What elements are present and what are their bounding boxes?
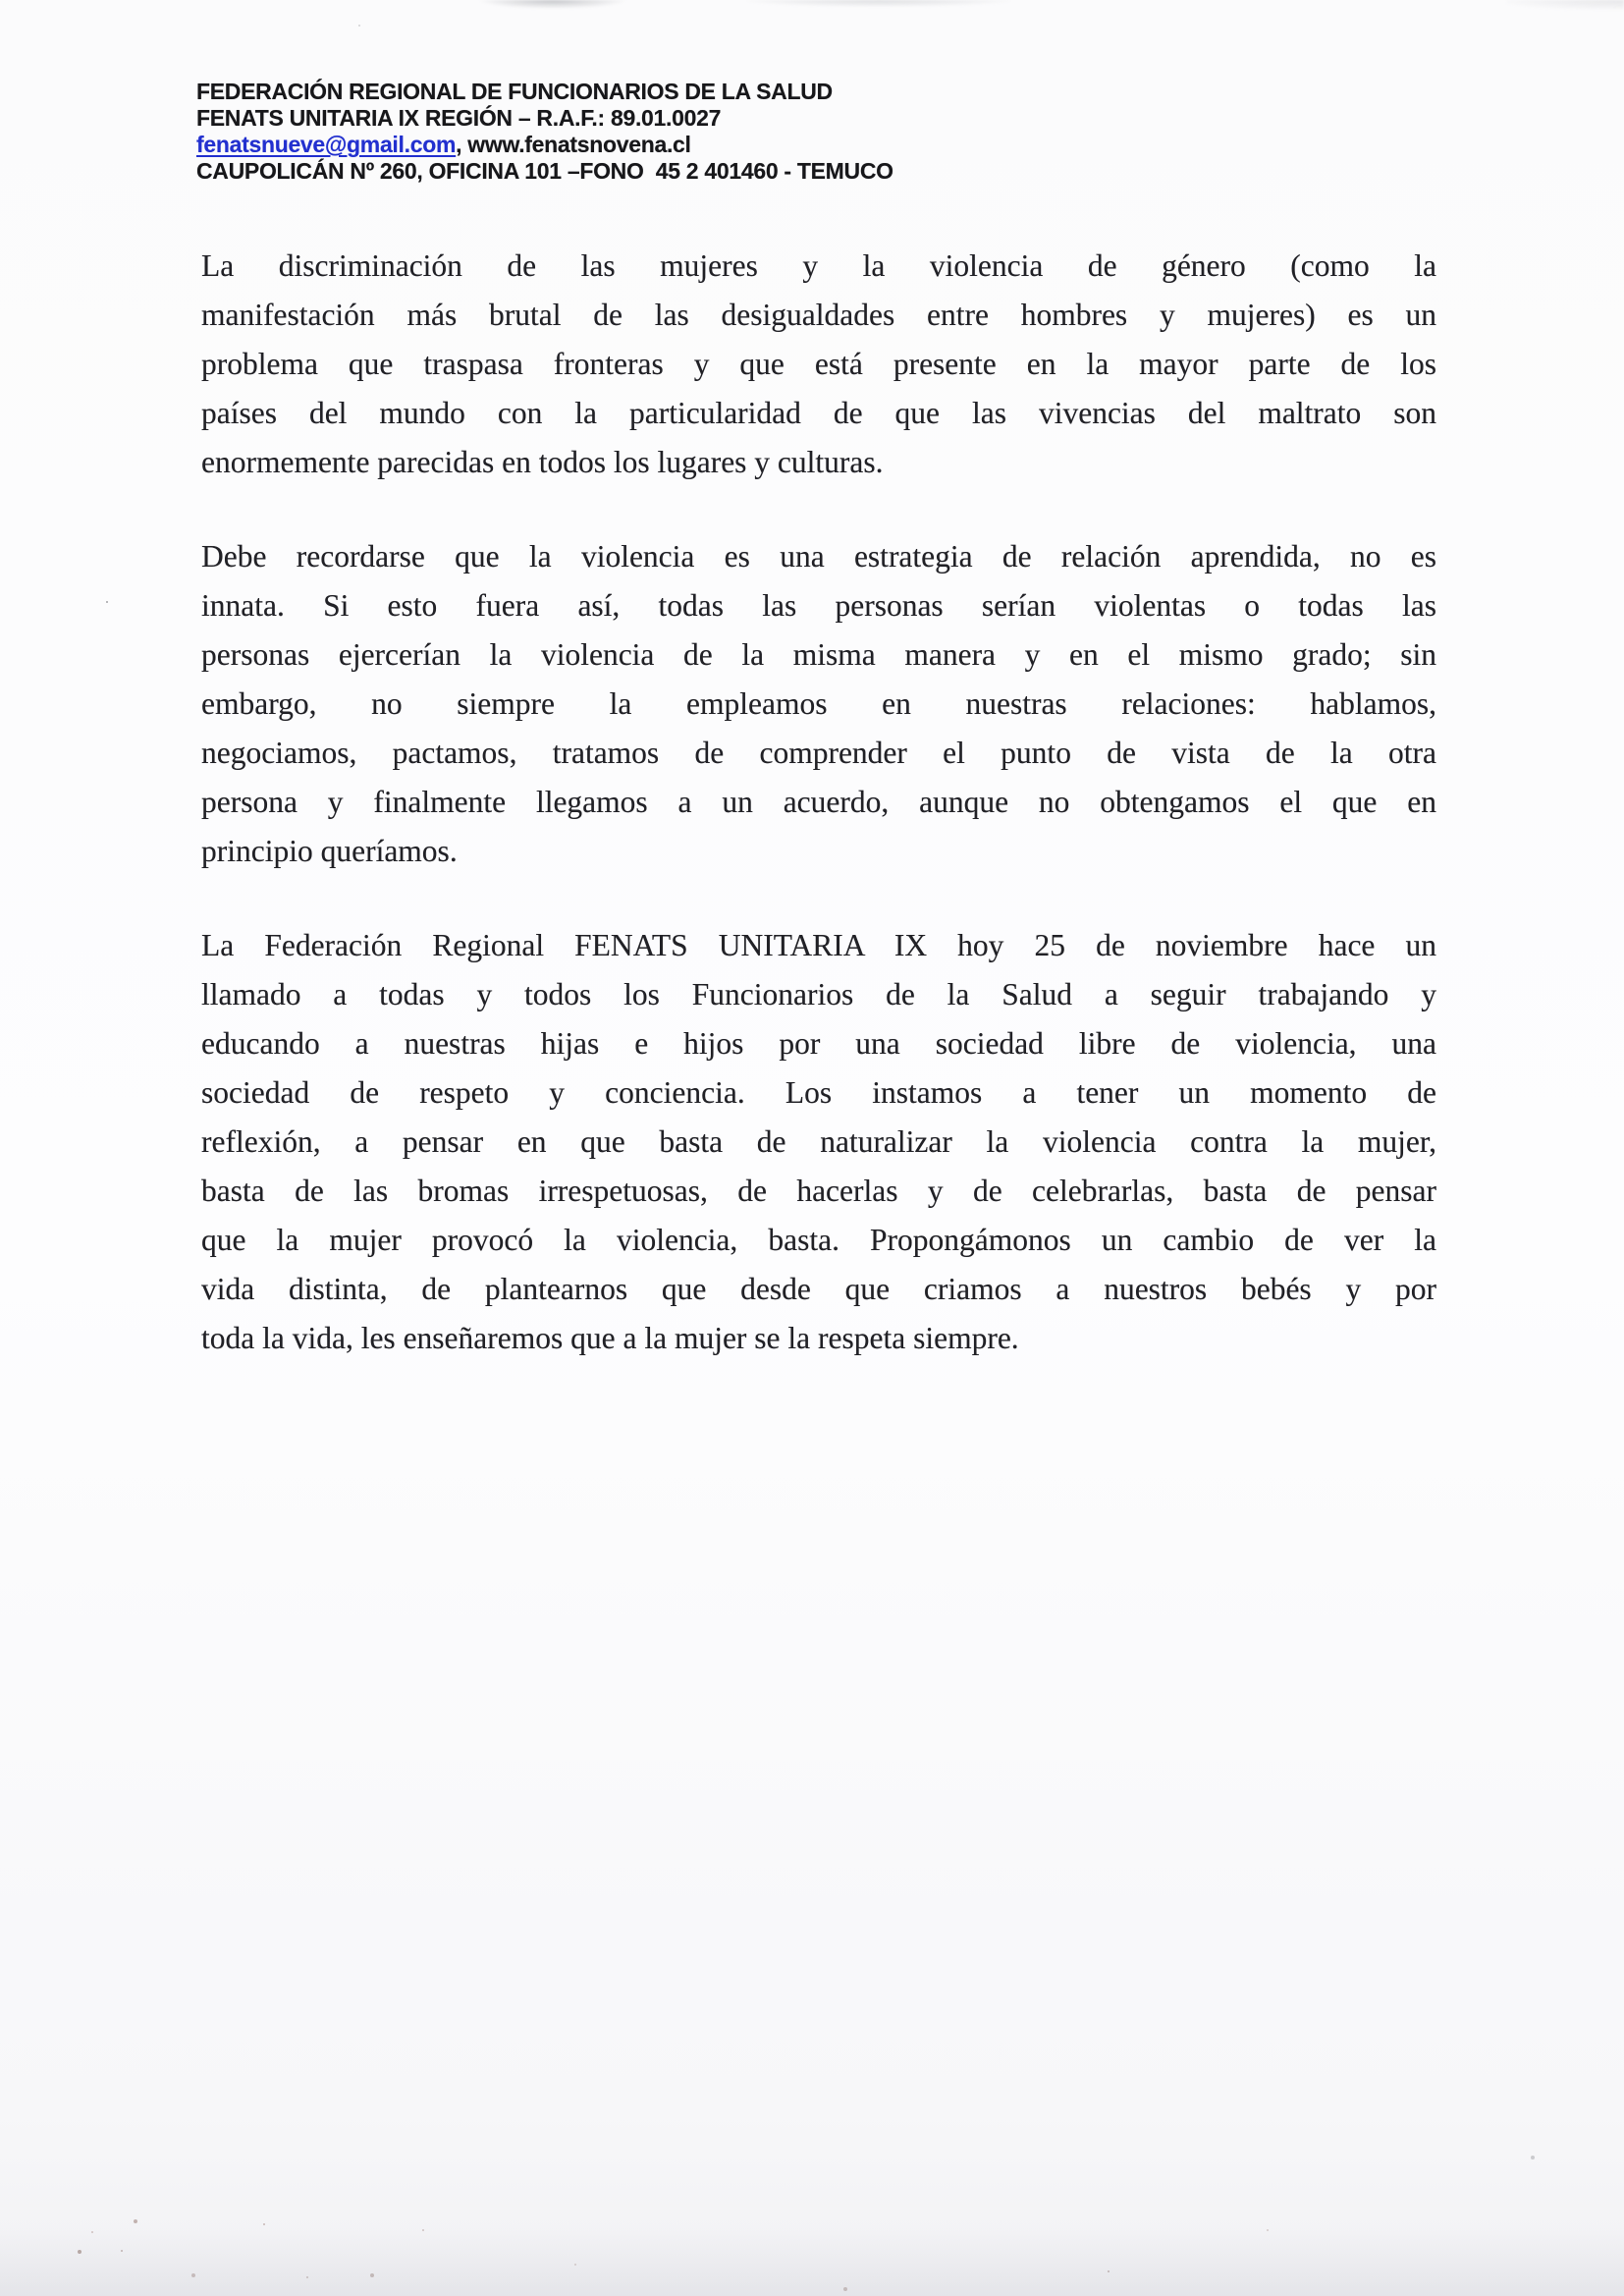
text-line: vida distinta, de plantearnos que desde que criamos a nuestros bebés y por [201,1272,1436,1306]
document-body [201,242,1436,1363]
scan-smudge [746,0,1011,7]
org-subtitle: FENATS UNITARIA IX REGIÓN – R.A.F.: 89.01.0027 [196,105,722,131]
scan-dust-specks [0,0,2,2]
address-line: CAUPOLICÁN Nº 260, OFICINA 101 –FONO 45 2 401460 - TEMUCO [196,158,893,184]
email-link: fenatsnueve@gmail.com [196,132,457,157]
text-line: persona y finalmente llegamos a un acuerdo, aunque no obtengamos el que en [201,785,1436,819]
text-line: llamado a todas y todos los Funcionarios de la Salud a seguir trabajando y [201,977,1436,1011]
text-line: problema que traspasa fronteras y que está presente en la mayor parte de los [201,347,1436,381]
text-line: negociamos, pactamos, tratamos de comprender el punto de vista de la otra [201,736,1436,770]
text-line: innata. Si esto fuera así, todas las personas serían violentas o todas las [201,588,1436,623]
text-line: personas ejercerían la violencia de la misma manera y en el mismo grado; sin [201,637,1436,672]
text-line: La Federación Regional FENATS UNITARIA IX hoy 25 de noviembre hace un [201,928,1436,962]
contact-line [196,132,893,158]
text-line: reflexión, a pensar en que basta de naturalizar la violencia contra la mujer, [201,1124,1436,1159]
text-line: La discriminación de las mujeres y la violencia de género (como la [201,248,1436,283]
org-name: FEDERACIÓN REGIONAL DE FUNCIONARIOS DE LA SALUD [196,79,833,104]
website-text: , www.fenatsnovena.cl [456,132,691,157]
text-line: embargo, no siempre la empleamos en nuestras relaciones: hablamos, [201,686,1436,721]
text-line: enormemente parecidas en todos los lugares y culturas. [201,445,884,479]
text-line: educando a nuestras hijas e hijos por una sociedad libre de violencia, una [201,1026,1436,1061]
text-line: Debe recordarse que la violencia es una estrategia de relación aprendida, no es [201,539,1436,574]
paragraph [201,532,1436,876]
text-line: sociedad de respeto y conciencia. Los instamos a tener un momento de [201,1075,1436,1110]
text-line: principio queríamos. [201,834,458,868]
text-line: toda la vida, les enseñaremos que a la mujer se la respeta siempre. [201,1321,1019,1355]
paragraph [201,242,1436,487]
text-line: países del mundo con la particularidad de que las vivencias del maltrato son [201,396,1436,430]
paragraph [201,921,1436,1363]
scan-smudge [479,0,626,9]
text-line: que la mujer provocó la violencia, basta. Propongámonos un cambio de ver la [201,1223,1436,1257]
scan-smudge [1506,0,1624,10]
text-line: basta de las bromas irrespetuosas, de hacerlas y de celebrarlas, basta de pensar [201,1174,1436,1208]
text-line: manifestación más brutal de las desigualdades entre hombres y mujeres) es un [201,298,1436,332]
letterhead [196,79,893,185]
